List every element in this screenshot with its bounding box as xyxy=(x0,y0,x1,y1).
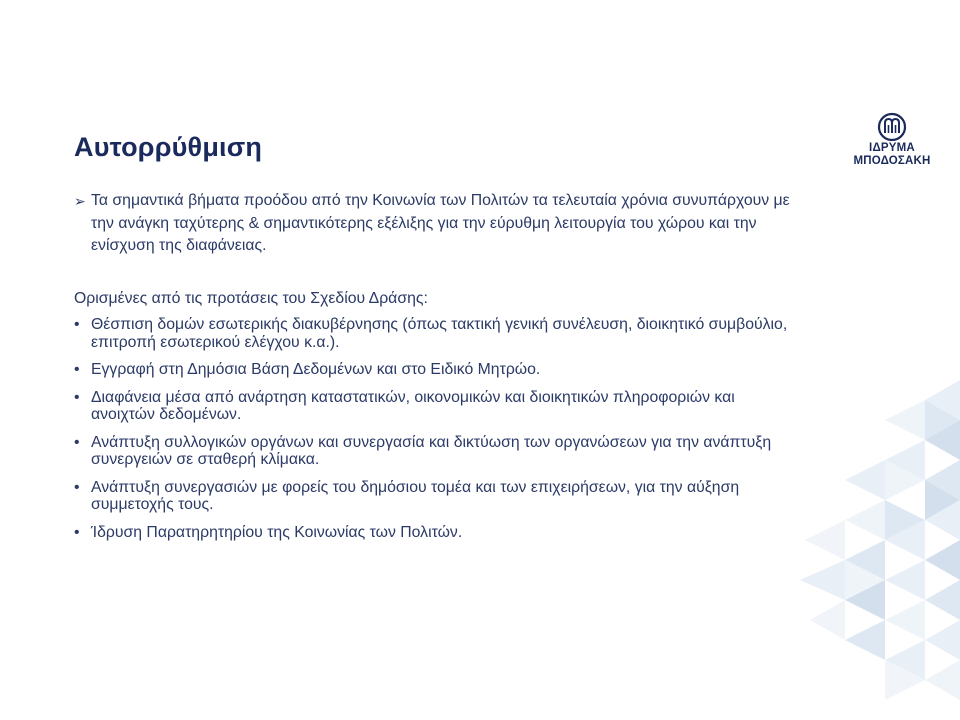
list-item-text: Ίδρυση Παρατηρητηρίου της Κοινωνίας των Πολιτών. xyxy=(91,523,463,541)
proposals-intro: Ορισμένες από τις προτάσεις του Σχεδίου Δράσης: xyxy=(74,290,428,307)
list-item-text: Διαφάνεια μέσα από ανάρτηση καταστατικών, οικονομικών και διοικητικών πληροφοριών και ανοιχτών δεδομένων. xyxy=(91,388,735,423)
list-item xyxy=(74,524,794,542)
bullet-dot: • xyxy=(74,316,80,333)
logo-text-line1: ΙΔΡΥΜΑ xyxy=(869,142,915,154)
list-item xyxy=(74,434,794,469)
slide-title: Αυτορρύθμιση xyxy=(74,132,263,162)
logo-text-line2: ΜΠΟΔΟΣΑΚΗ xyxy=(853,155,931,167)
list-item-text: Ανάπτυξη συνεργασιών με φορείς του δημόσιου τομέα και των επιχειρήσεων, για την αύξηση συμμετοχής τους. xyxy=(91,478,740,513)
bullet-dot: • xyxy=(74,478,80,496)
list-item-text: Θέσπιση δομών εσωτερικής διακυβέρνησης (όπως τακτική γενική συνέλευση, διοικητικό συμβούλιο, επιτροπή εσωτερικού ελέγχου κ.α.). xyxy=(91,316,788,351)
bodossaki-logo xyxy=(846,112,938,168)
list-item xyxy=(74,389,794,424)
proposals-list xyxy=(74,316,794,551)
list-item-text: Εγγραφή στη Δημόσια Βάση Δεδομένων και στο Ειδικό Μητρώο. xyxy=(91,361,541,378)
arrow-point xyxy=(74,190,794,258)
bullet-dot: • xyxy=(74,523,80,541)
list-item xyxy=(74,479,794,514)
list-item-text: Ανάπτυξη συλλογικών οργάνων και συνεργασία και δικτύωση των οργανώσεων για την ανάπτυξη συνεργειών σε σταθερή κλίμακα. xyxy=(91,433,772,468)
bullet-dot: • xyxy=(74,361,80,378)
triangle-pattern-decoration xyxy=(790,380,960,720)
bullet-dot: • xyxy=(74,433,80,451)
arrow-bullet-icon: ➢ xyxy=(74,193,86,209)
bodossaki-emblem-icon xyxy=(877,112,907,142)
list-item xyxy=(74,361,794,379)
bullet-dot: • xyxy=(74,388,80,406)
list-item xyxy=(74,316,794,351)
arrow-point-text: Τα σημαντικά βήματα προόδου από την Κοινωνία των Πολιτών τα τελευταία χρόνια συνυπάρχουν με την ανάγκη ταχύτερης & σημαντικότερης εξέλιξης για την εύρυθμη λειτουργία του χώρου και την ενίσχυση της διαφάνειας. xyxy=(91,192,790,254)
